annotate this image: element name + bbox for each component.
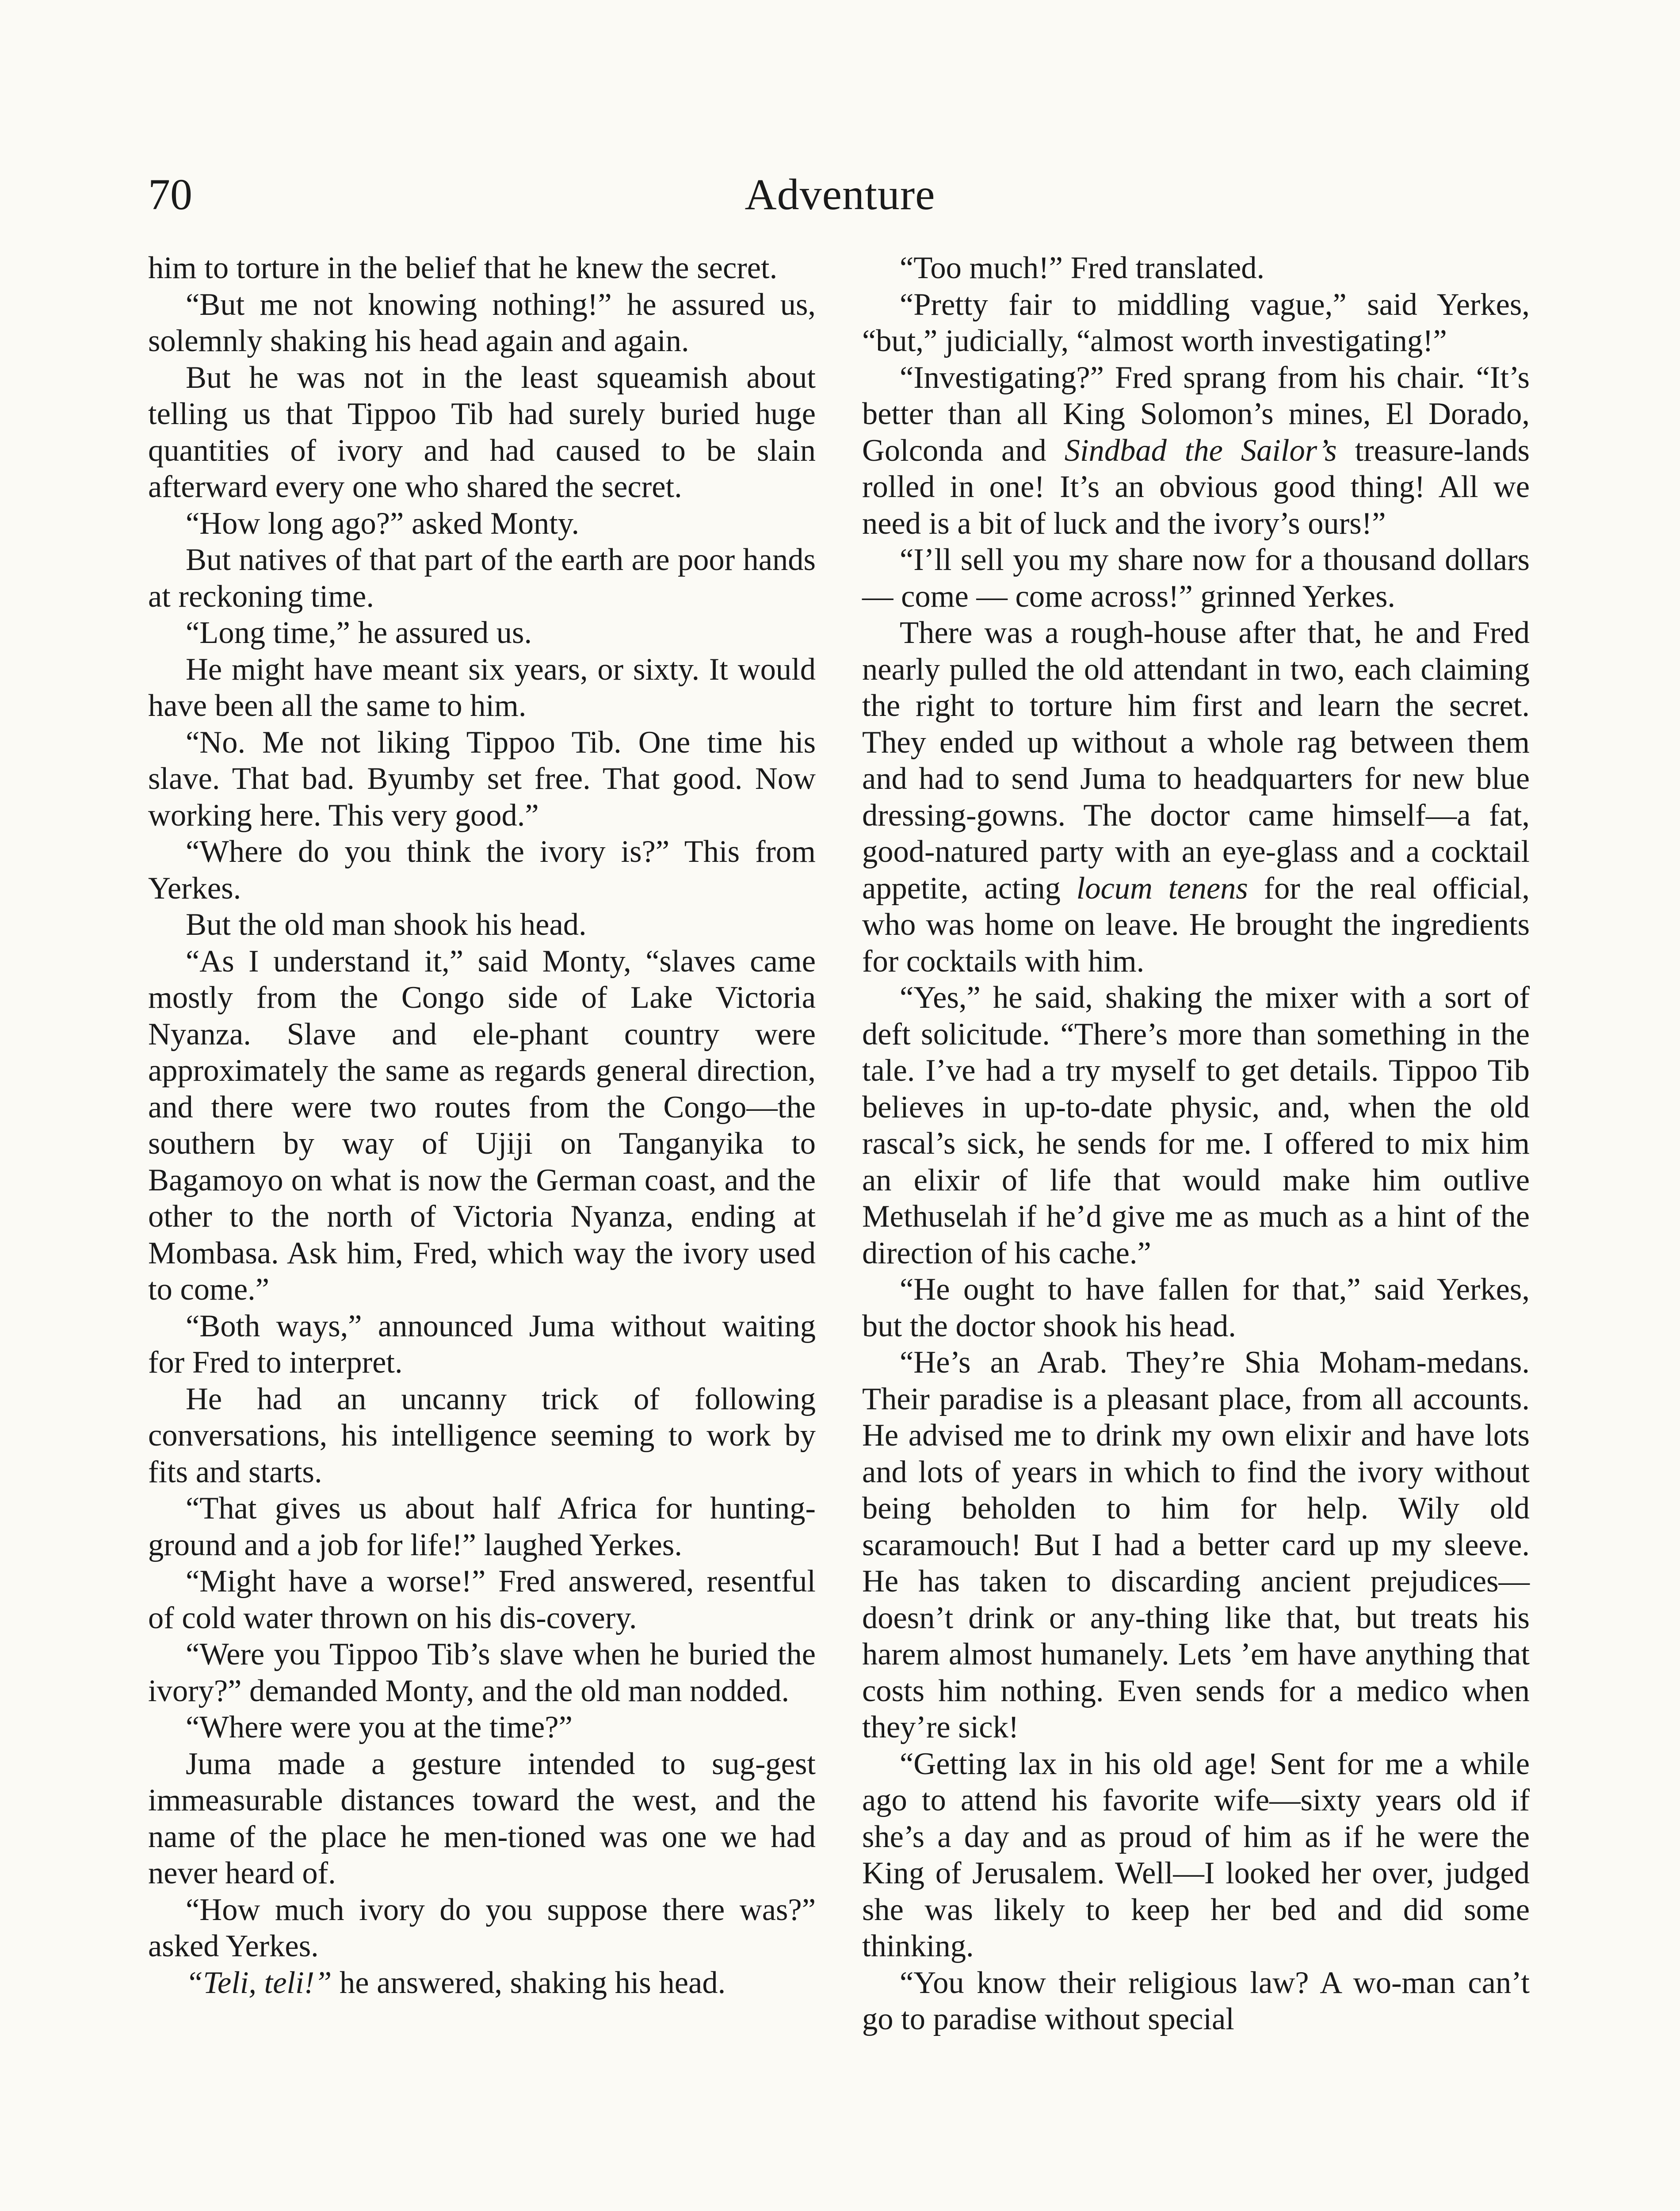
paragraph: “He ought to have fallen for that,” said Yerkes, but the doctor shook his head. — [862, 1272, 1530, 1343]
paragraph — [862, 615, 1530, 979]
paragraph — [148, 1965, 816, 2001]
paragraph: Juma made a gesture intended to sug-gest immeasurable distances toward the west, and the name of the place he men-tioned was one we had never heard of. — [148, 1746, 816, 1890]
paragraph: “You know their religious law? A wo-man can’t go to paradise without special — [862, 1965, 1530, 2036]
paragraph-text: he answered, shaking his head. — [332, 1965, 726, 2000]
paragraph: “How much ivory do you suppose there was?” asked Yerkes. — [148, 1892, 816, 1963]
paragraph: “Yes,” he said, shaking the mixer with a sort of deft solicitude. “There’s more than something in the tale. I’ve had a try myself to get details. Tippoo Tib believes in up-to-date physic, and, when the old rascal’s sick, he sends for me. I offered to mix him an elixir of life that would make him outlive Methuselah if he’d give me as much as a hint of the direction of his cache.” — [862, 980, 1530, 1270]
paragraph: “I’ll sell you my share now for a thousand dollars — come — come across!” grinned Yerkes. — [862, 543, 1530, 614]
paragraph: “Were you Tippoo Tib’s slave when he buried the ivory?” demanded Monty, and the old man nodded. — [148, 1637, 816, 1708]
paragraph: him to torture in the belief that he knew the secret. — [148, 251, 778, 285]
paragraph-text: treasure-lands rolled in one! It’s an obvious good thing! All we need is a bit of luck and the ivory’s ours!” — [862, 433, 1530, 541]
paragraph: “That gives us about half Africa for hunting-ground and a job for life!” laughed Yerkes. — [148, 1491, 816, 1562]
paragraph: “He’s an Arab. They’re Shia Moham-medans. Their paradise is a pleasant place, from all accounts. He advised me to drink my own elixir and have lots and lots of years in which to find the ivory without being beholden to him for help. Wily old scaramouch! But I had a better card up my sleeve. He has taken to discarding ancient prejudices—doesn’t drink or any-thing like that, but treats his harem almost humanely. Lets ’em have anything that costs him nothing. Even sends for a medico when they’re sick! — [862, 1345, 1530, 1744]
page-header — [148, 164, 1532, 226]
paragraph-text: for the real official, who was home on leave. He brought the ingredients for cocktails with him. — [862, 871, 1530, 979]
paragraph: “How long ago?” asked Monty. — [186, 506, 580, 541]
paragraph: “Where do you think the ivory is?” This from Yerkes. — [148, 834, 816, 906]
paragraph: He might have meant six years, or sixty. It would have been all the same to him. — [148, 652, 816, 723]
paragraph-text: “Investigating?” Fred sprang from his chair. “It’s better than all King Solomon’s mines, El Dorado, Golconda and — [862, 360, 1530, 468]
italic-phrase: Sindbad the Sailor’s — [1064, 433, 1337, 468]
paragraph: But the old man shook his head. — [186, 907, 587, 942]
paragraph — [862, 360, 1530, 542]
paragraph: “As I understand it,” said Monty, “slaves came mostly from the Congo side of Lake Victoria Nyanza. Slave and ele-phant country were approximately the same as regards general direction, and there were two routes from the Congo—the southern by way of Ujiji on Tanganyika to Bagamoyo on what is now the German coast, and the other to the north of Victoria Nyanza, ending at Mombasa. Ask him, Fred, which way the ivory used to come.” — [148, 944, 816, 1307]
italic-phrase: “Teli, teli!” — [186, 1965, 332, 2000]
paragraph-text: There was a rough-house after that, he and Fred nearly pulled the old attendant in two, each claiming the right to torture him first and learn the secret. They ended up without a whole rag between them and had to send Juma to headquarters for new blue dressing-gowns. The doctor came himself—a fat, good-natured party with an eye-glass and a cocktail appetite, acting — [862, 616, 1530, 906]
paragraph: “Getting lax in his old age! Sent for me a while ago to attend his favorite wife—sixty years old if she’s a day and as proud of him as if he were the King of Jerusalem. Well—I looked her over, judged she was likely to keep her bed and did some thinking. — [862, 1746, 1530, 1963]
paragraph: “No. Me not liking Tippoo Tib. One time his slave. That bad. Byumby set free. That good. Now working here. This very good.” — [148, 725, 816, 833]
page-number: 70 — [148, 170, 192, 219]
paragraph: “Might have a worse!” Fred answered, resentful of cold water thrown on his dis-covery. — [148, 1564, 816, 1635]
paragraph: “But me not knowing nothing!” he assured us, solemnly shaking his head again and again. — [148, 287, 816, 358]
paragraph: He had an uncanny trick of following conversations, his intelligence seeming to work by fits and starts. — [148, 1381, 816, 1489]
italic-phrase: locum tenens — [1076, 871, 1248, 906]
paragraph: “Where were you at the time?” — [186, 1710, 573, 1744]
paragraph: “Too much!” Fred translated. — [900, 251, 1265, 285]
running-title: Adventure — [745, 170, 935, 219]
paragraph: “Long time,” he assured us. — [186, 616, 532, 650]
paragraph: But natives of that part of the earth are poor hands at reckoning time. — [148, 543, 816, 614]
paragraph: But he was not in the least squeamish about telling us that Tippoo Tib had surely buried huge quantities of ivory and had caused to be slain afterward every one who shared the secret. — [148, 360, 816, 504]
paragraph: “Both ways,” announced Juma without waiting for Fred to interpret. — [148, 1308, 816, 1380]
right-column — [862, 250, 1530, 2038]
paragraph: “Pretty fair to middling vague,” said Yerkes, “but,” judicially, “almost worth investigating!” — [862, 287, 1530, 358]
left-column — [148, 250, 816, 2001]
